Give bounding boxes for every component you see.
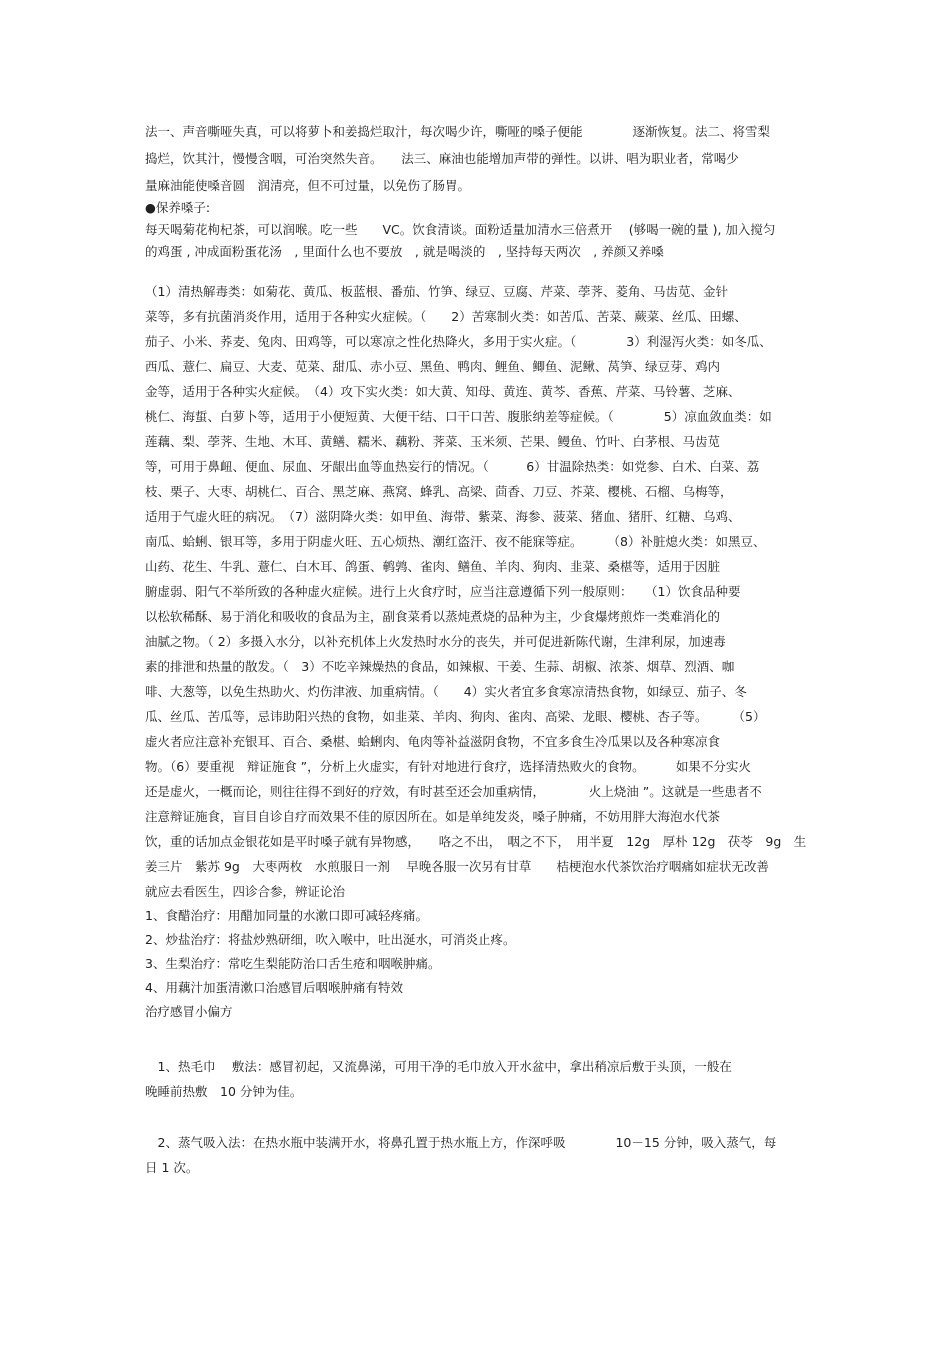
text-line: 西瓜、薏仁、扁豆、大麦、苋菜、甜瓜、赤小豆、黑鱼、鸭肉、鲤鱼、鲫鱼、泥鳅、莴笋、绿豆芽、鸡内 — [145, 359, 721, 374]
text-line: 莲藕、梨、荸荠、生地、木耳、黄鳝、糯米、藕粉、荠菜、玉米须、芒果、鳗鱼、竹叶、白茅根、马齿苋 — [145, 434, 721, 449]
text-line: 晚睡前热敷 10 分钟为佳。 — [145, 1084, 303, 1099]
section-heading: ●保养嗓子: — [145, 200, 211, 215]
text-line: 量麻油能使嗓音圆 润清亮，但不可过量，以免伤了肠胃。 — [145, 178, 471, 193]
text-line: 啡、大葱等，以免生热助火、灼伤津液、加重病情。（ 4）实火者宜多食寒凉清热食物，如绿豆、茄子、冬 — [145, 684, 747, 699]
care-throat-body — [145, 219, 815, 263]
text-line: 适用于气虚火旺的病况。 （7）滋阴降火类：如甲鱼、海带、紫菜、海参、菠菜、猪血、猪肝、红糖、乌鸡、 — [145, 509, 741, 524]
text-line: 桃仁、海蜇、白萝卜等，适用于小便短黄、大便干结、口干口苦、腹胀纳差等症候。（ 5）凉血敛血类：如 — [145, 409, 772, 424]
text-line: 4、用藕汁加蛋清漱口治感冒后咽喉肿痛有特效 — [145, 980, 403, 995]
text-line: 枝、栗子、大枣、胡桃仁、百合、黑芝麻、燕窝、蜂乳、高梁、茴香、刀豆、芥菜、樱桃、石榴、乌梅等， — [145, 484, 733, 499]
intro-paragraph — [145, 118, 815, 199]
text-line: 金等，适用于各种实火症候。 （4）攻下实火类：如大黄、知母、黄连、黄芩、香蕉、芹菜、马铃薯、芝麻、 — [145, 384, 741, 399]
text-line: （1）清热解毒类：如菊花、黄瓜、板蓝根、番茄、竹笋、绿豆、豆腐、芹菜、荸荠、菱角、马齿苋、金针 — [145, 284, 728, 299]
text-line: 茄子、小米、荞麦、兔肉、田鸡等，可以寒凉之性化热降火，多用于实火症。（ 3）利湿泻火类：如冬瓜、 — [145, 334, 772, 349]
text-line: 3、生梨治疗：常吃生梨能防治口舌生疮和咽喉肿痛。 — [145, 956, 441, 971]
text-line: 油腻之物。（ 2）多摄入水分，以补充机体上火发热时水分的丧失，并可促进新陈代谢，生津利尿，加速毒 — [145, 634, 726, 649]
text-line: 日 1 次。 — [145, 1160, 199, 1175]
steam-inhalation-tip — [145, 1130, 815, 1180]
text-line: 每天喝菊花枸杞茶，可以润喉。吃一些 VC。饮食清谈。面粉适量加清水三倍煮开 (够喝一碗的量 ), 加入搅匀 — [145, 222, 776, 237]
text-line: 南瓜、蛤蜊、银耳等，多用于阴虚火旺、五心烦热、潮红盗汗、夜不能寐等症。 （8）补脏熄火类：如黑豆、 — [145, 534, 766, 549]
remedy-list — [145, 904, 815, 1024]
text-line: 腑虚弱、阳气不举所致的各种虚火症候。进行上火食疗时，应当注意遵循下列一般原则： （1）饮食品种要 — [145, 584, 741, 599]
text-line: 虚火者应注意补充银耳、百合、桑椹、蛤蜊肉、龟肉等补益滋阴食物，不宜多食生冷瓜果以及各种寒凉食 — [145, 734, 721, 749]
text-line: 1、食醋治疗：用醋加同量的水漱口即可减轻疼痛。 — [145, 908, 428, 923]
text-line: 还是虚火，一概而论，则往往得不到好的疗效，有时甚至还会加重病情， 火上烧油 ”。这就是一些患者不 — [145, 784, 762, 799]
text-line: 物。（6）要重视 辩证施食 ”，分析上火虚实，有针对地进行食疗，选择清热败火的食物。 如果不分实火 — [145, 759, 751, 774]
text-line: 以松软稀酥、易于消化和吸收的食品为主，副食菜肴以蒸炖煮烧的品种为主，少食爆烤煎炸一类难消化的 — [145, 609, 721, 624]
food-therapy-paragraph — [145, 279, 815, 904]
text-line: 捣烂，饮其汁，慢慢含咽，可治突然失音。 法三、麻油也能增加声带的弹性。以讲、唱为职业者，常喝少 — [145, 151, 739, 166]
text-line: 法一、声音嘶哑失真，可以将萝卜和姜捣烂取汁，每次喝少许，嘶哑的嗓子便能 逐渐恢复。法二、将雪梨 — [145, 124, 771, 139]
text-line: 治疗感冒小偏方 — [145, 1004, 233, 1019]
text-line: 姜三片 紫苏 9g 大枣两枚 水煎服日一剂 早晚各服一次另有甘草 桔梗泡水代茶饮治疗咽痛如症状无改善 — [145, 859, 769, 874]
text-line: 等，可用于鼻衄、便血、尿血、牙龈出血等血热妄行的情况。（ 6）甘温除热类：如党参、白术、白菜、荔 — [145, 459, 760, 474]
text-line: 素的排泄和热量的散发。（ 3）不吃辛辣燥热的食品，如辣椒、干姜、生蒜、胡椒、浓茶、烟草、烈酒、咖 — [145, 659, 735, 674]
text-line: 山药、花生、牛乳、薏仁、白木耳、鸽蛋、鹌鹑、雀肉、鳝鱼、羊肉、狗肉、韭菜、桑椹等，适用于因脏 — [145, 559, 721, 574]
text-line: 就应去看医生，四诊合参，辨证论治 — [145, 884, 346, 899]
text-line: 2、炒盐治疗：将盐炒熟研细，吹入喉中，吐出涎水，可消炎止疼。 — [145, 932, 516, 947]
text-line: 注意辩证施食，盲目自诊自疗而效果不佳的原因所在。如是单纯发炎，嗓子肿痛，不妨用胖大海泡水代茶 — [145, 809, 721, 824]
text-line: 1、热毛巾 敷法：感冒初起，又流鼻涕，可用干净的毛巾放入开水盆中，拿出稍凉后敷于头顶，一般在 — [145, 1059, 732, 1074]
hot-towel-tip — [145, 1054, 815, 1104]
text-line: 菜等，多有抗菌消炎作用，适用于各种实火症候。（ 2）苦寒制火类：如苦瓜、苦菜、蕨菜、丝瓜、田螺、 — [145, 309, 747, 324]
text-line: 2、蒸气吸入法：在热水瓶中装满开水，将鼻孔置于热水瓶上方，作深呼吸 10－15 分钟，吸入蒸气，每 — [145, 1135, 777, 1150]
text-line: 的鸡蛋 , 冲成面粉蛋花汤 , 里面什么也不要放 , 就是喝淡的 , 坚持每天两次 , 养颜又养嗓 — [145, 244, 664, 259]
text-line: 瓜、丝瓜、苦瓜等，忌讳助阳兴热的食物，如韭菜、羊肉、狗肉、雀肉、高梁、龙眼、樱桃、杏子等。 （5） — [145, 709, 766, 724]
text-line: 饮，重的话加点金银花如是平时嗓子就有异物感， 咯之不出， 咽之不下， 用半夏 12g 厚朴 12g 茯苓 9g 生 — [145, 834, 807, 849]
care-throat-section — [145, 197, 815, 263]
